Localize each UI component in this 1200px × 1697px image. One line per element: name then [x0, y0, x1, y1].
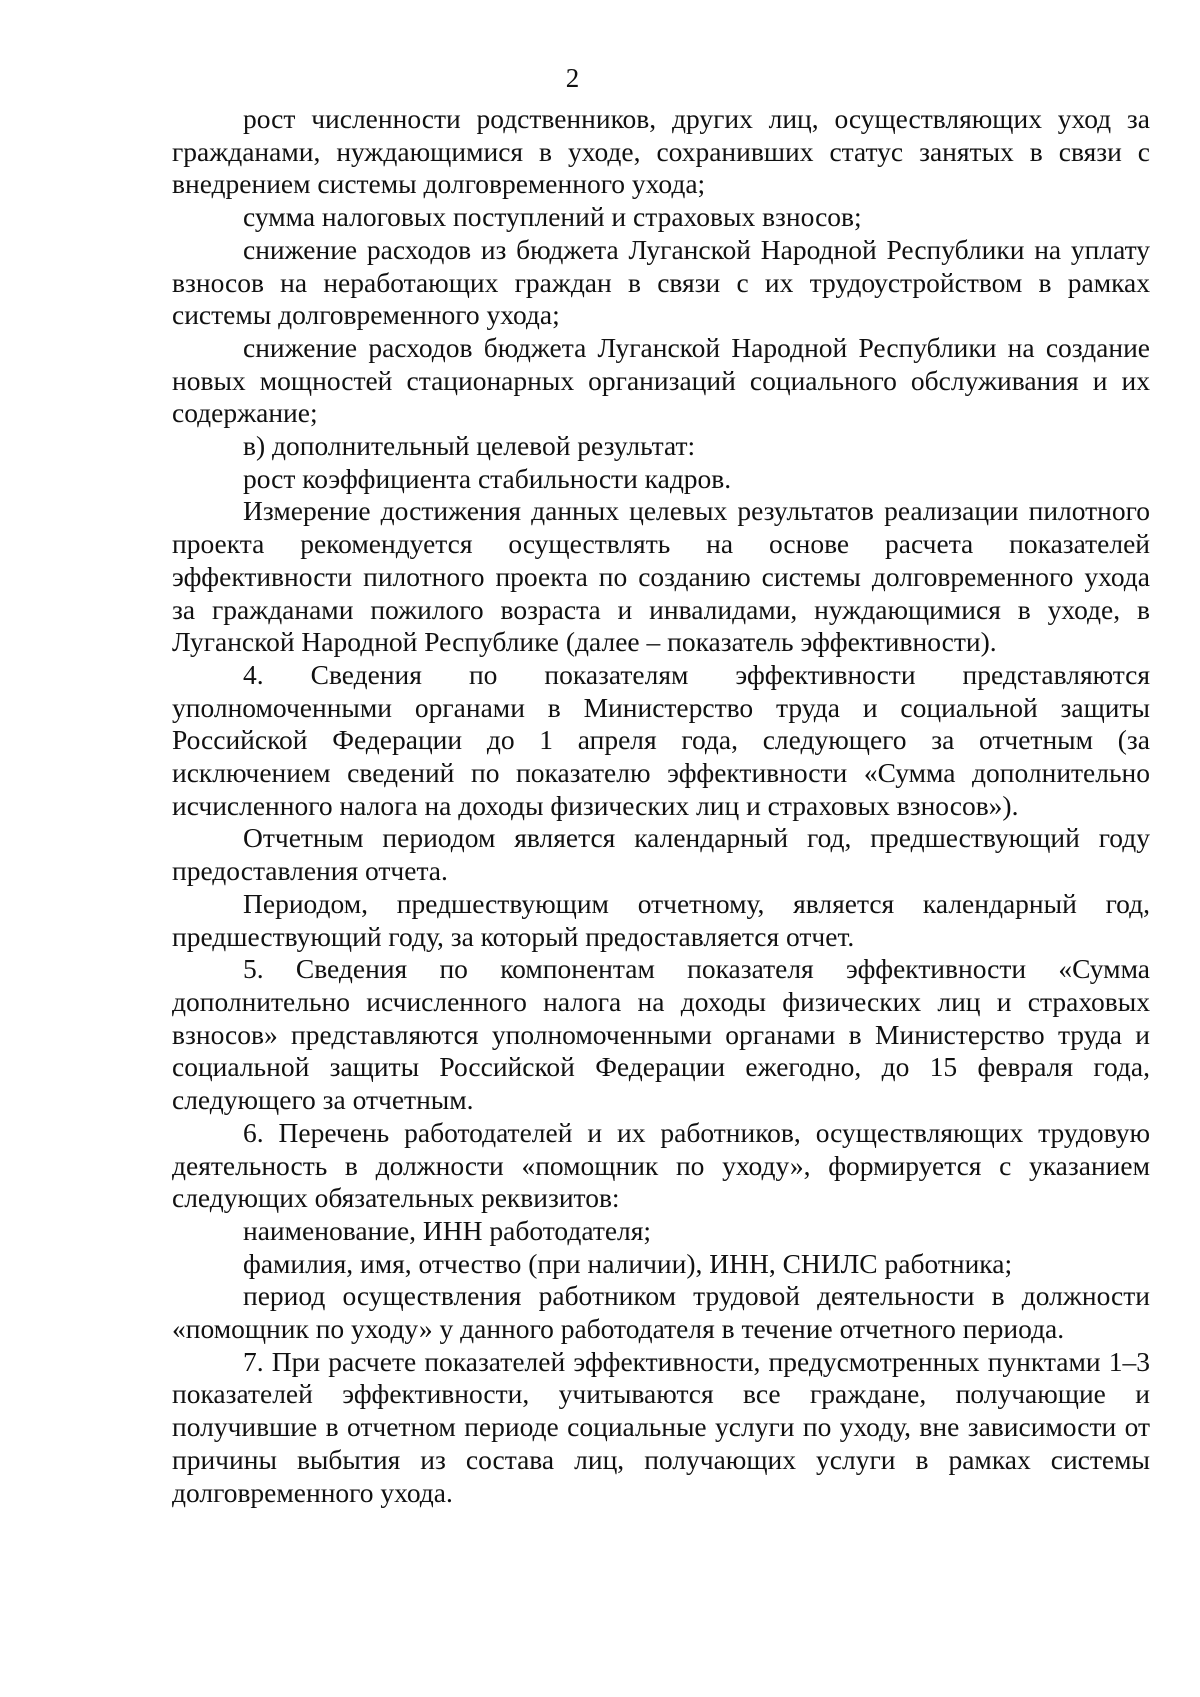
paragraph: Отчетным периодом является календарный год, предшествующий году предоставления отчета. — [172, 822, 1150, 887]
paragraph: снижение расходов из бюджета Луганской Народной Республики на уплату взносов на неработающих граждан в связи с их трудоустройством в рамках системы долговременного ухода; — [172, 233, 1150, 331]
paragraph: период осуществления работником трудовой деятельности в должности «помощник по уходу» у данного работодателя в течение отчетного периода. — [172, 1280, 1150, 1345]
paragraph: 6. Перечень работодателей и их работников, осуществляющих трудовую деятельность в должности «помощник по уходу», формируется с указанием следующих обязательных реквизитов: — [172, 1116, 1150, 1214]
paragraph: сумма налоговых поступлений и страховых взносов; — [243, 201, 862, 233]
paragraph: снижение расходов бюджета Луганской Народной Республики на создание новых мощностей стационарных организаций социального обслуживания и их содержание; — [172, 331, 1150, 429]
paragraph: в) дополнительный целевой результат: — [243, 430, 696, 462]
paragraph: Периодом, предшествующим отчетному, является календарный год, предшествующий году, за который предоставляется отчет. — [172, 887, 1150, 952]
page-number: 2 — [565, 63, 580, 93]
paragraph: 4. Сведения по показателям эффективности представляются уполномоченными органами в Министерство труда и социальной защиты Российской Федерации до 1 апреля года, следующего за отчетным (за исключением сведений по показателю эффективности «Сумма дополнительно исчисленного налога на доходы физических лиц и страховых взносов»). — [172, 658, 1150, 821]
paragraph: Измерение достижения данных целевых результатов реализации пилотного проекта рекомендуется осуществлять на основе расчета показателей эффективности пилотного проекта по созданию системы долговременного ухода за гражданами пожилого возраста и инвалидами, нуждающимися в уходе, в Луганской Народной Республике (далее – показатель эффективности). — [172, 495, 1150, 658]
paragraph: рост коэффициента стабильности кадров. — [243, 462, 732, 494]
paragraph: 5. Сведения по компонентам показателя эффективности «Сумма дополнительно исчисленного налога на доходы физических лиц и страховых взносов» представляются уполномоченными органами в Министерство труда и социальной защиты Российской Федерации ежегодно, до 15 февраля года, следующего за отчетным. — [172, 953, 1150, 1116]
paragraph: 7. При расчете показателей эффективности, предусмотренных пунктами 1–3 показателей эффективности, учитываются все граждане, получающие и получившие в отчетном периоде социальные услуги по уходу, вне зависимости от причины выбытия из состава лиц, получающих услуги в рамках системы долговременного ухода. — [172, 1345, 1150, 1508]
document-body — [172, 103, 1150, 1509]
paragraph: рост численности родственников, других лиц, осуществляющих уход за гражданами, нуждающимися в уходе, сохранивших статус занятых в связи с внедрением системы долговременного ухода; — [172, 103, 1150, 200]
paragraph: фамилия, имя, отчество (при наличии), ИНН, СНИЛС работника; — [243, 1247, 1013, 1279]
paragraph: наименование, ИНН работодателя; — [243, 1214, 652, 1246]
